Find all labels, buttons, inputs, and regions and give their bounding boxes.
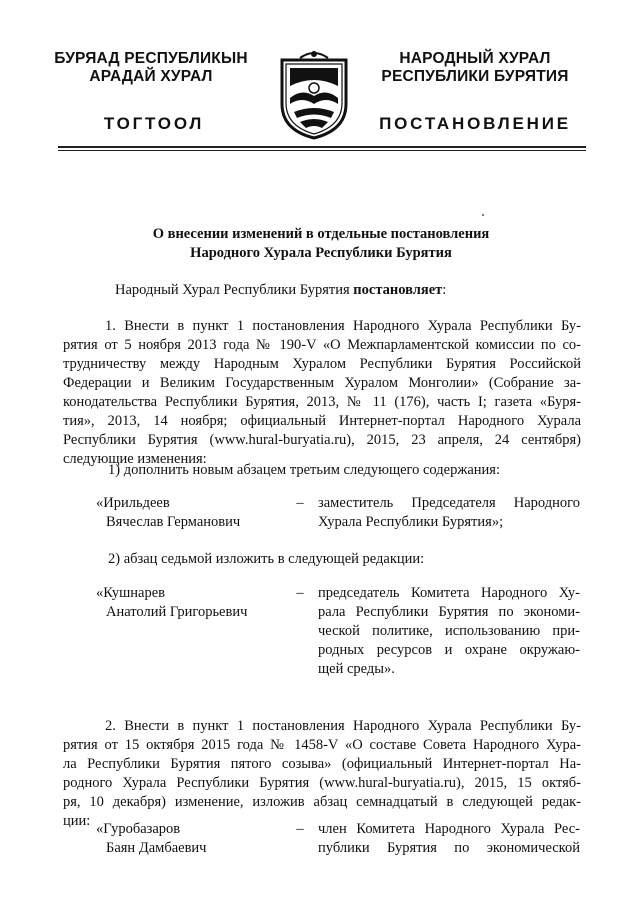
header-divider-thick xyxy=(58,146,586,148)
person-surname: «Гуробазаров xyxy=(96,821,181,837)
role-line: заместитель Председателя Народного xyxy=(318,495,580,511)
person-surname: «Ирильдеев xyxy=(96,495,170,511)
coat-of-arms-icon xyxy=(276,46,352,140)
intro-bold: постановляет xyxy=(353,282,443,298)
right-org-line-1: НАРОДНЫЙ ХУРАЛ xyxy=(399,50,551,67)
person-dash: – xyxy=(296,821,304,837)
subitem-1: 1) дополнить новым абзацем третьим следующего содержания: xyxy=(108,462,501,478)
p2-line: родного Хурала Республики Бурятия (www.hural-buryatia.ru), 2015, 15 октяб- xyxy=(63,775,581,791)
role-line: Хурала Республики Бурятия»; xyxy=(318,514,504,530)
role-line: публики Бурятия по экономической xyxy=(318,840,580,856)
left-doc-type: ТОГТООЛ xyxy=(103,114,205,133)
p2-line: ции: xyxy=(63,813,91,829)
intro-text: Народный Хурал Республики Бурятия xyxy=(115,282,354,298)
person-given-names: Вячеслав Германович xyxy=(106,514,241,530)
person-role xyxy=(318,584,580,679)
title-line-2: Народного Хурала Республики Бурятия xyxy=(190,245,452,261)
role-line: родных ресурсов и охране окружаю- xyxy=(318,642,580,658)
person-dash: – xyxy=(296,495,304,511)
person-given-names: Баян Дамбаевич xyxy=(106,840,207,856)
intro-statement xyxy=(115,281,595,300)
p1-line: конодательства Республики Бурятия, 2013, № 11 (176), часть I; газета «Буря- xyxy=(63,394,581,410)
left-org-name xyxy=(44,50,258,86)
p2-line: 2. Внести в пункт 1 постановления Народного Хурала Республики Бу- xyxy=(105,718,581,734)
person-name xyxy=(96,820,276,858)
right-org-line-2: РЕСПУБЛИКИ БУРЯТИЯ xyxy=(381,68,569,85)
intro-suffix: : xyxy=(442,282,447,298)
p1-line: 1. Внести в пункт 1 постановления Народного Хурала Республики Бу- xyxy=(105,318,581,334)
p1-line: Республики Бурятия (www.hural-buryatia.ru), 2015, 23 апреля, 24 сентября) xyxy=(63,432,581,448)
person-role xyxy=(318,494,580,532)
p1-line: тия», 2013, 14 ноября; официальный Интернет-портал Народного Хурала xyxy=(63,413,581,429)
person-surname: «Кушнарев xyxy=(96,585,165,601)
role-line: щей среды». xyxy=(318,661,395,677)
p2-line: ря, 10 декабря) изменение, изложив абзац семнадцатый в следующей редак- xyxy=(63,794,581,810)
document-title xyxy=(110,225,532,263)
person-entry xyxy=(96,584,586,684)
p1-line: трудничеству между Народным Хуралом Республики Бурятия Российской xyxy=(63,356,581,372)
role-line: член Комитета Народного Хурала Рес- xyxy=(318,821,580,837)
scan-speck xyxy=(482,214,484,216)
person-dash: – xyxy=(296,585,304,601)
right-doc-type: ПОСТАНОВЛЕНИЕ xyxy=(379,114,571,133)
p1-line: рятия от 5 ноября 2013 года № 190-V «О Межпарламентской комиссии по со- xyxy=(63,337,581,353)
person-name xyxy=(96,494,276,532)
p2-line: рятия от 15 октября 2015 года № 1458-V «О составе Совета Народного Хура- xyxy=(63,737,581,753)
paragraph-1 xyxy=(63,317,581,469)
subitem-2: 2) абзац седьмой изложить в следующей редакции: xyxy=(108,551,425,567)
title-line-1: О внесении изменений в отдельные постановления xyxy=(152,226,490,242)
left-org-line-1: БУРЯАД РЕСПУБЛИКЫН xyxy=(54,50,248,67)
p1-line: следующие изменения: xyxy=(63,451,207,467)
person-entry xyxy=(96,820,586,860)
person-entry xyxy=(96,494,586,534)
role-line: рала Республики Бурятия по экономи- xyxy=(318,604,580,620)
p1-line: Федерации и Великим Государственным Хуралом Монголии» (Собрание за- xyxy=(63,375,581,391)
person-name xyxy=(96,584,276,622)
person-given-names: Анатолий Григорьевич xyxy=(106,604,248,620)
paragraph-2 xyxy=(63,717,581,831)
right-org-name xyxy=(364,50,586,86)
left-org-line-2: АРАДАЙ ХУРАЛ xyxy=(89,68,213,85)
header-divider-thin xyxy=(58,150,586,151)
p2-line: ла Республики Бурятия пятого созыва» (официальный Интернет-портал На- xyxy=(63,756,581,772)
person-role xyxy=(318,820,580,858)
role-line: председатель Комитета Народного Ху- xyxy=(318,585,580,601)
role-line: ческой политике, использованию при- xyxy=(318,623,580,639)
